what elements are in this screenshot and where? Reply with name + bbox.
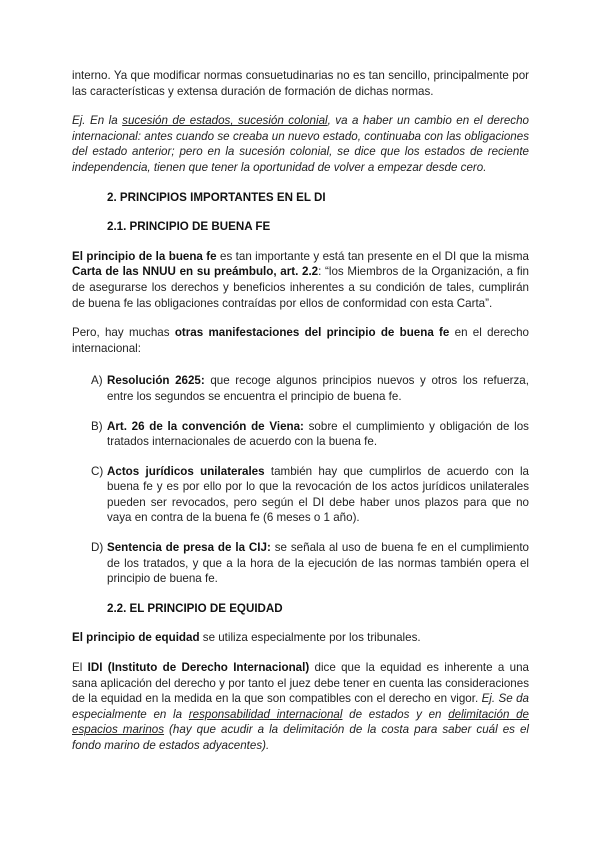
underlined-succession: sucesión de estados, sucesión colonial: [122, 114, 328, 128]
good-faith-paragraph: El principio de la buena fe es tan importante y está tan presente en el DI que la misma Carta de las NNUU en su preámbulo, art. 2.2: “los Miembros de la Organización, a fin de asegurarse los derechos y beneficios inherentes a su condición de tales, cumplirán de buena fe las obligaciones contraídas por ellos de conformidad con esta Carta”.: [72, 249, 529, 310]
heading-equity: 2.2. EL PRINCIPIO DE EQUIDAD: [107, 601, 283, 615]
manifestations-paragraph: Pero, hay muchas otras manifestaciones del principio de buena fe en el derecho internacional:: [72, 326, 529, 355]
underlined-responsibility: responsabilidad internacional: [188, 707, 343, 721]
idi-paragraph: El IDI (Instituto de Derecho Internacional) dice que la equidad es inherente a una sana aplicación del derecho y por tanto el juez debe tener en cuenta las consideraciones de la equidad en la medida en la que son compatibles con el derecho en vigor. Ej. Se da especialmente en la responsabilidad internacional de estados y en delimitación de espacios marinos (hay que acudir a la delimitación de la costa para saber cuál es el fondo marino de estados adyacentes).: [72, 661, 530, 752]
heading-principles: 2. PRINCIPIOS IMPORTANTES EN EL DI: [107, 190, 326, 204]
heading-good-faith: 2.1. PRINCIPIO DE BUENA FE: [107, 220, 271, 234]
list-item: D) Sentencia de presa de la CIJ: se señala al uso de buena fe en el cumplimiento de los tratados, y que a la hora de la ejecución de las normas también opera el principio de buena fe.: [91, 541, 529, 586]
equity-paragraph: El principio de equidad se utiliza especialmente por los tribunales.: [72, 631, 421, 645]
example-succession-paragraph: Ej. En la sucesión de estados, sucesión colonial, va a haber un cambio en el derecho internacional: antes cuando se creaba un nuevo estado, continuaba con las obligaciones del estado anterior; pero en la sucesión colonial, se dice que los estados de reciente independencia, tienen que tener la oportunidad de volver a empezar desde cero.: [72, 114, 529, 174]
manifestations-list: [72, 373, 529, 587]
underlined-maritime: delimitación de espacios marinos: [72, 707, 530, 737]
list-item: A) Resolución 2625: que recoge algunos principios nuevos y otros los refuerza, entre los segundos se encuentra el principio de buena fe.: [91, 374, 529, 403]
document-page: [72, 68, 529, 754]
list-item: B) Art. 26 de la convención de Viena: sobre el cumplimiento y obligación de los tratados internacionales de acuerdo con la buena fe.: [91, 419, 529, 449]
list-item: C) Actos jurídicos unilaterales también hay que cumplirlos de acuerdo con la buena fe y es por ello por lo que la revocación de los actos jurídicos unilaterales pueden ser revocados, pero según el DI debe haber unos plazos para que no vaya en contra de la buena fe (6 meses o 1 año).: [91, 464, 529, 525]
intro-paragraph: interno. Ya que modificar normas consuetudinarias no es tan sencillo, principalmente por las características y extensa duración de formación de dichas normas.: [72, 69, 529, 98]
